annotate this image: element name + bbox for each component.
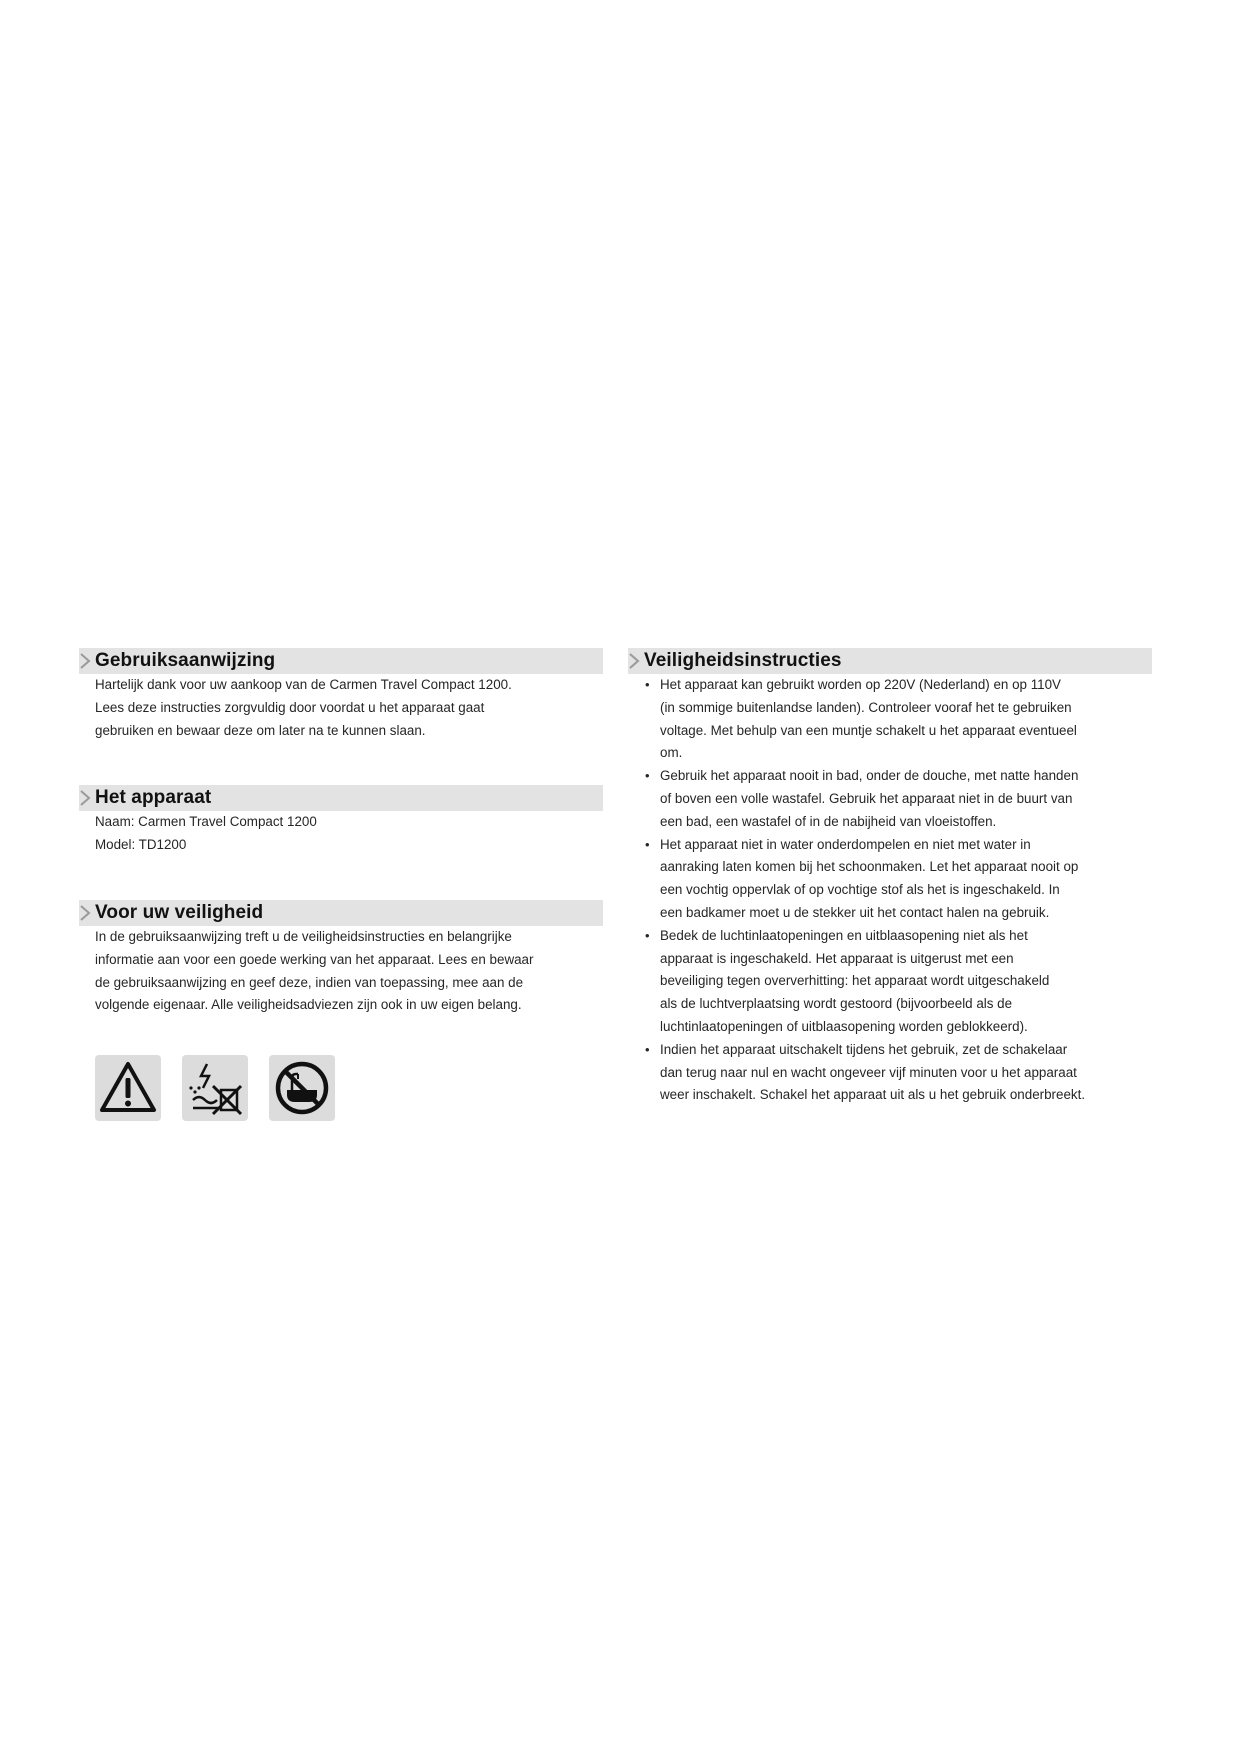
list-item	[645, 765, 1152, 833]
list-item	[645, 925, 1152, 1039]
body-line: Indien het apparaat uitschakelt tijdens het gebruik, zet de schakelaar	[660, 1041, 1068, 1057]
bullet-dot: •	[645, 1041, 650, 1057]
no-bath-icon	[272, 1058, 332, 1118]
body-line: Gebruik het apparaat nooit in bad, onder de douche, met natte handen	[660, 768, 1079, 784]
section-body	[79, 926, 603, 1017]
body-line: de gebruiksaanwijzing en geef deze, indien van toepassing, mee aan de	[95, 974, 524, 990]
body-line: Model: TD1200	[95, 837, 187, 853]
body-line: Hartelijk dank voor uw aankoop van de Carmen Travel Compact 1200.	[95, 677, 512, 692]
chevron-right-icon	[628, 652, 640, 670]
left-column	[79, 648, 603, 1121]
bath-tile	[269, 1055, 335, 1121]
body-line: (in sommige buitenlandse landen). Controleer vooraf het te gebruiken	[660, 699, 1072, 715]
body-line: als de luchtverplaatsing wordt gestoord (bijvoorbeeld als de	[660, 996, 1013, 1012]
section-title: Veiligheidsinstructies	[644, 650, 842, 671]
water-tile	[182, 1055, 248, 1121]
right-column	[628, 648, 1152, 1107]
body-line: Bedek de luchtinlaatopeningen en uitblaasopening niet als het	[660, 927, 1028, 943]
body-line: weer inschakelt. Schakel het apparaat uit als u het gebruik onderbreekt.	[660, 1087, 1086, 1103]
list-item	[645, 834, 1152, 925]
chevron-right-icon	[79, 789, 91, 807]
section-header	[79, 648, 603, 674]
body-line: beveiliging tegen oververhitting: het apparaat wordt uitgeschakeld	[660, 973, 1050, 989]
no-water-contact-icon	[185, 1058, 245, 1118]
body-line: Naam: Carmen Travel Compact 1200	[95, 814, 317, 830]
bullet-dot: •	[645, 836, 650, 852]
safety-bullet-list	[628, 674, 1152, 1107]
section-veiligheidsinstructies	[628, 648, 1152, 1107]
section-title: Voor uw veiligheid	[95, 901, 264, 923]
body-line: een bad, een wastafel of in de nabijheid van vloeistoffen.	[660, 813, 997, 829]
body-line: voltage. Met behulp van een muntje schakelt u het apparaat eventueel	[660, 722, 1077, 738]
body-line: Lees deze instructies zorgvuldig door voordat u het apparaat gaat	[95, 699, 485, 715]
bullet-dot: •	[645, 768, 650, 784]
chevron-right-icon	[79, 904, 91, 922]
body-line: aanraking laten komen bij het schoonmaken. Let het apparaat nooit op	[660, 859, 1079, 875]
warning-triangle-icon	[98, 1058, 158, 1118]
body-line: een badkamer moet u de stekker uit het contact halen na gebruik.	[660, 904, 1050, 920]
section-body	[79, 811, 603, 857]
warning-tile	[95, 1055, 161, 1121]
section-voor-uw-veiligheid	[79, 900, 603, 1017]
body-line: In de gebruiksaanwijzing treft u de veiligheidsinstructies en belangrijke	[95, 928, 512, 944]
section-header	[79, 900, 603, 926]
body-line: om.	[660, 745, 683, 761]
section-title: Gebruiksaanwijzing	[95, 650, 276, 671]
bullet-dot: •	[645, 927, 650, 943]
section-header	[628, 648, 1152, 674]
bullet-dot: •	[645, 677, 650, 692]
section-title: Het apparaat	[95, 787, 212, 809]
list-item	[645, 674, 1152, 765]
section-header	[79, 785, 603, 811]
section-gebruiksaanwijzing	[79, 648, 603, 742]
body-line: luchtinlaatopeningen of uitblaasopening worden geblokkeerd).	[660, 1018, 1028, 1034]
body-line: volgende eigenaar. Alle veiligheidsadviezen zijn ook in uw eigen belang.	[95, 997, 522, 1013]
list-item	[645, 1039, 1152, 1107]
chevron-right-icon	[79, 652, 91, 670]
body-line: dan terug naar nul en wacht ongeveer vijf minuten voor u het apparaat	[660, 1064, 1077, 1080]
body-line: Het apparaat kan gebruikt worden op 220V (Nederland) en op 110V	[660, 677, 1061, 692]
body-line: informatie aan voor een goede werking van het apparaat. Lees en bewaar	[95, 951, 534, 967]
body-line: apparaat is ingeschakeld. Het apparaat is uitgerust met een	[660, 950, 1014, 966]
body-line: gebruiken en bewaar deze om later na te kunnen slaan.	[95, 722, 426, 738]
body-line: Het apparaat niet in water onderdompelen en niet met water in	[660, 836, 1031, 852]
safety-icons	[79, 1055, 603, 1121]
body-line: een vochtig oppervlak of op vochtige stof als het is ingeschakeld. In	[660, 882, 1060, 898]
section-body	[79, 674, 603, 742]
section-het-apparaat	[79, 785, 603, 857]
body-line: of boven een volle wastafel. Gebruik het apparaat niet in de buurt van	[660, 790, 1073, 806]
